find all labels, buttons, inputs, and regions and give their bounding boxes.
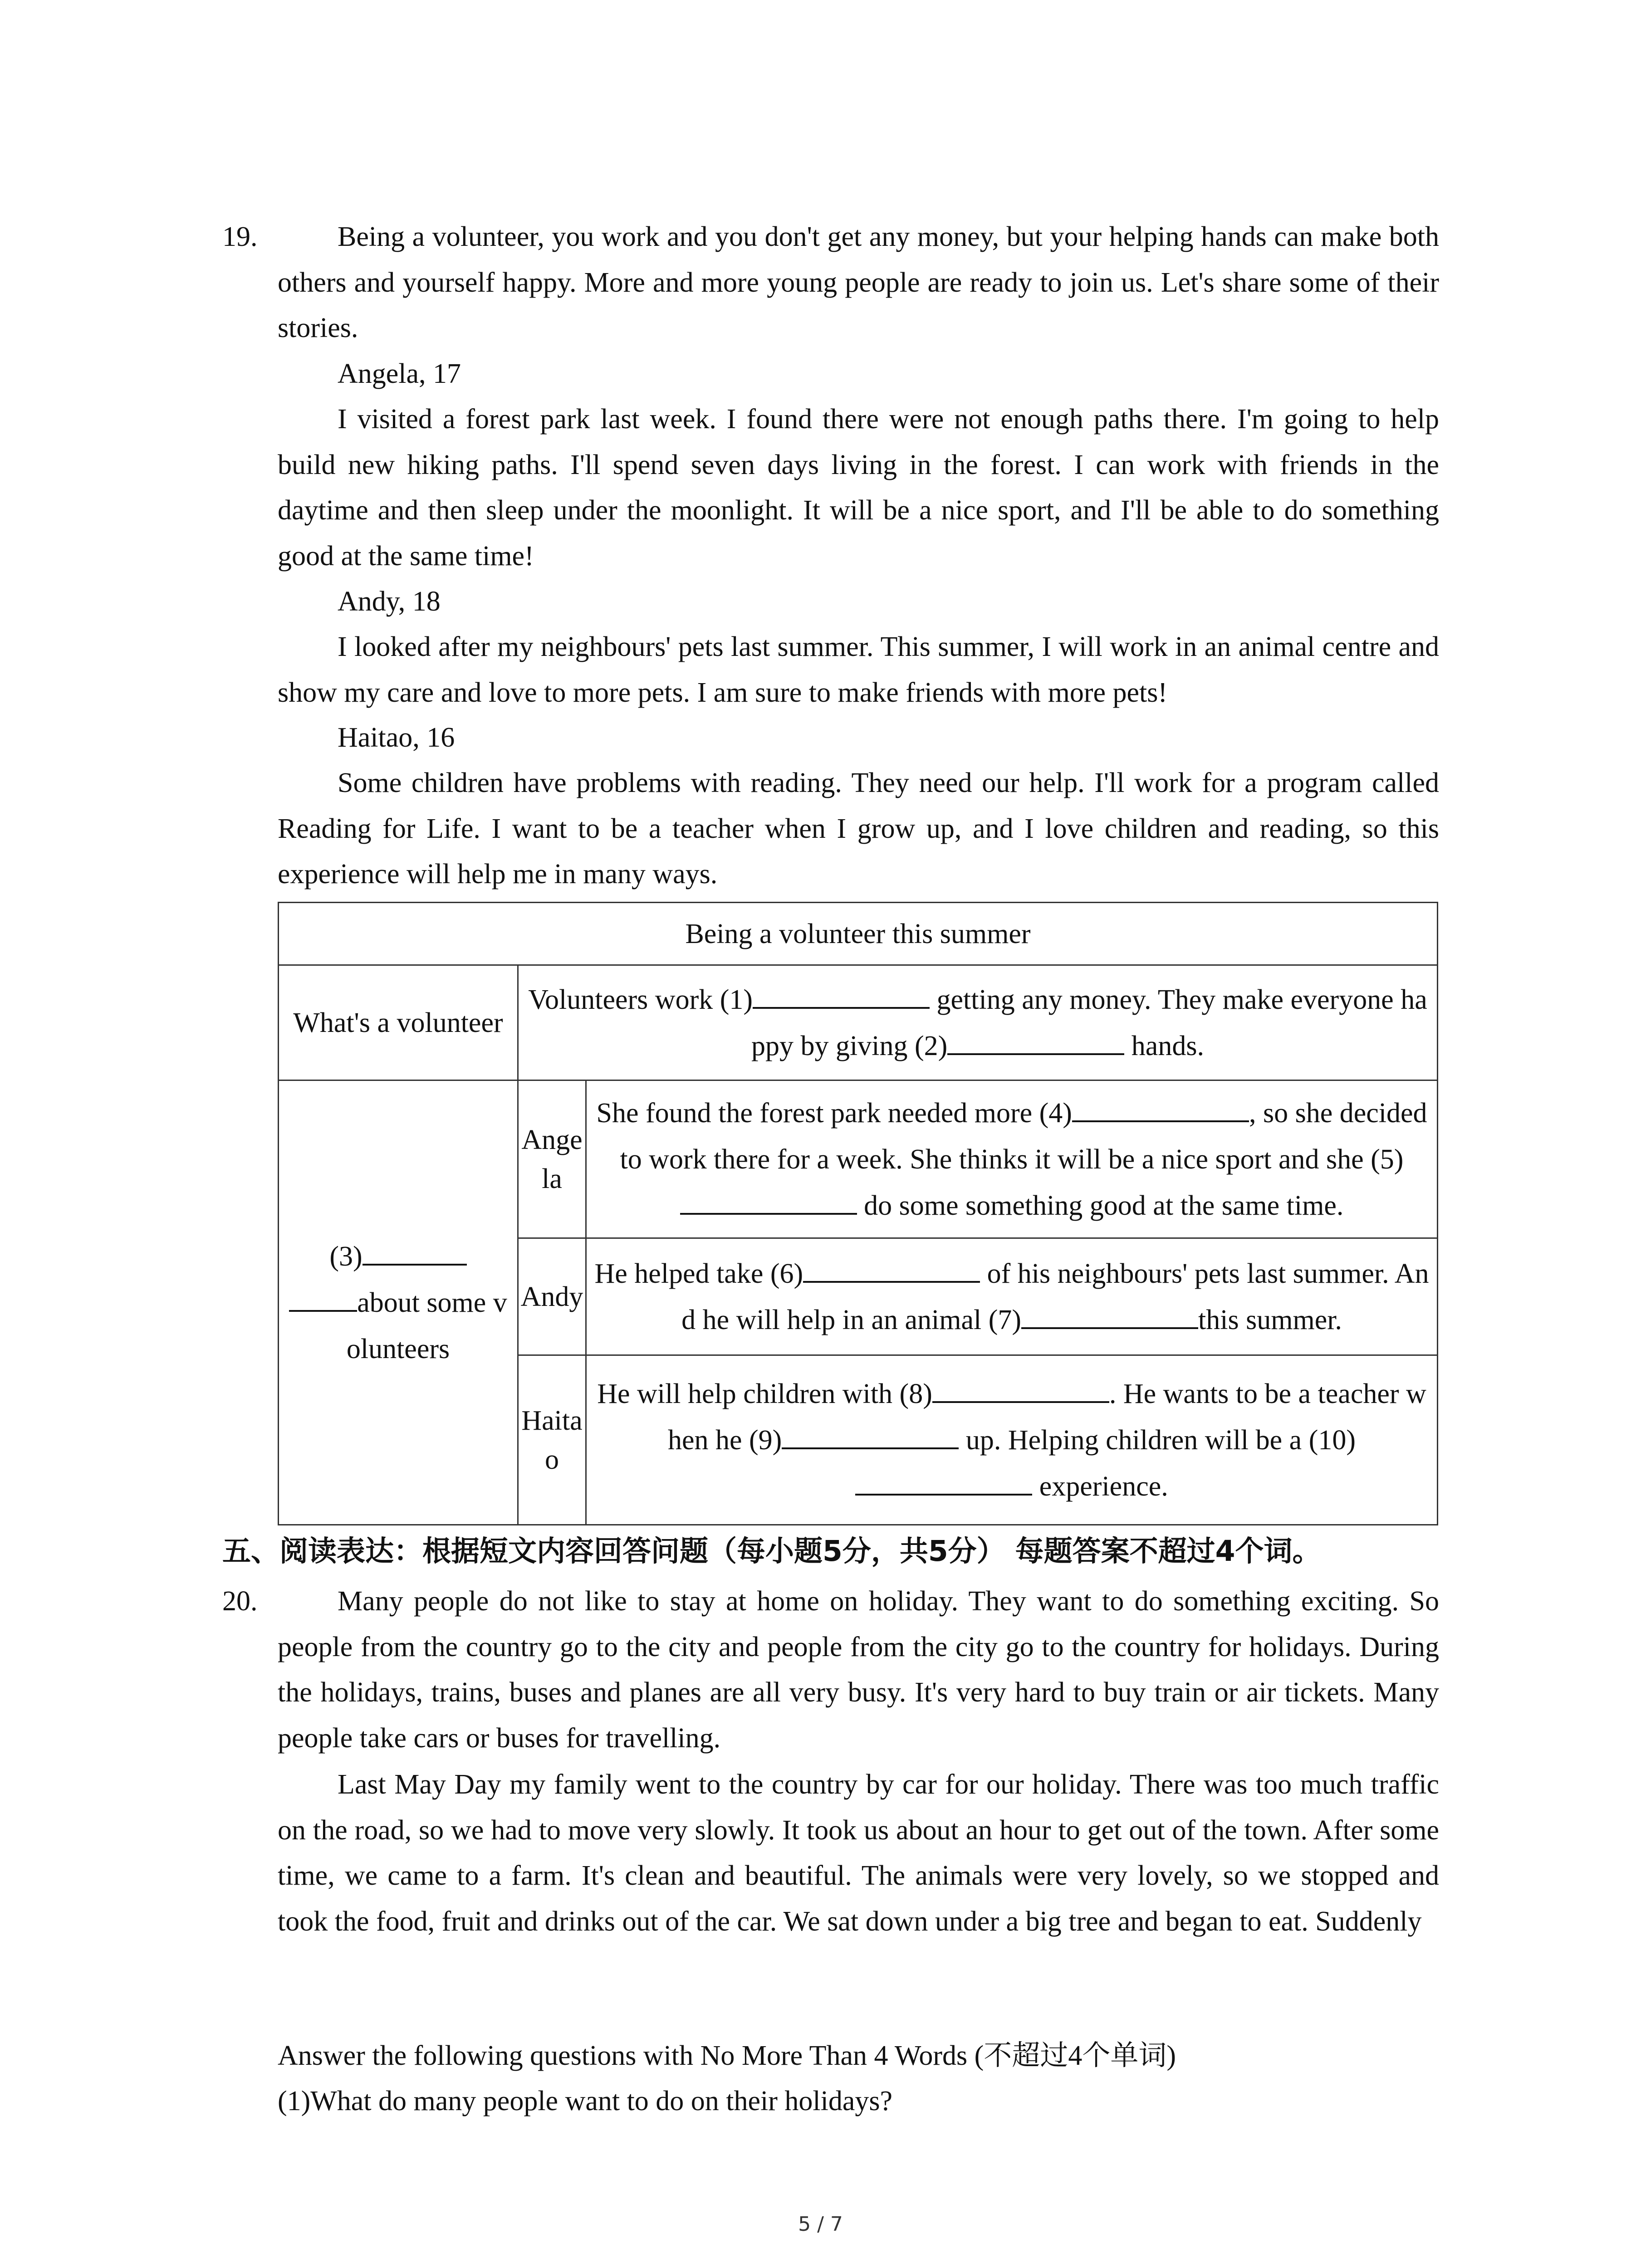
q20-paragraph-2-text: Last May Day my family went to the country by car for our holiday. There was too much traffic on the road, so we had to move very slowly. It took us about an hour to get out of the town. After some time, we came to a farm. It's clean and beautiful. The animals were very lovely, so we stopped and took the food, fruit and drinks out of the car. We sat down under a big tree and began to eat. Suddenly [278,1769,1439,1937]
q20-instruction: Answer the following questions with No More Than 4 Words (不超过4个单词) [278,2040,1176,2071]
table-row-definition [279,965,1438,1080]
answer-blank-2[interactable] [947,1025,1124,1055]
q19-intro-paragraph [278,214,1439,351]
answer-blank-10[interactable] [855,1466,1032,1496]
question-number-20: 20. [222,1586,258,1617]
angela-cell: She found the forest park needed more (4) , so she decided to work there for a week. She thinks it will be a nice sport and she (5) do some something good at the same time. [586,1080,1438,1238]
angela-text: I visited a forest park last week. I found there were not enough paths there. I'm going to help build new hiking paths. I'll spend seven days living in the forest. I can work with friends in the daytime and then sleep under the moonlight. It will be a nice sport, and I'll be able to do something good at the same time! [278,404,1439,572]
q20-paragraph-2 [278,1762,1439,1944]
answer-blank-3-continued[interactable] [289,1282,357,1312]
answer-blank-9[interactable] [782,1419,959,1449]
haitao-name: Haitao, 16 [338,722,455,753]
haitao-text: Some children have problems with reading. They need our help. I'll work for a program called Reading for Life. I want to be a teacher when I grow up, and I love children and reading, so this experience will help me in many ways. [278,767,1439,890]
page-number: 5 / 7 [798,2213,843,2236]
name-cell-haitao: Haitao [518,1355,586,1525]
answer-blank-7[interactable] [1021,1299,1198,1329]
haitao-cell: He will help children with (8) . He wants to be a teacher when he (9) up. Helping children will be a (10) experience. [586,1355,1438,1525]
angela-name-line [278,351,1439,397]
andy-name-line [278,579,1439,625]
answer-blank-4[interactable] [1072,1092,1249,1122]
haitao-paragraph [278,760,1439,897]
answer-blank-1[interactable] [753,979,930,1009]
andy-paragraph [278,624,1439,715]
definition-cell: Volunteers work (1) getting any money. They make everyone happy by giving (2) hands. [518,965,1438,1080]
haitao-name-line [278,715,1439,761]
angela-name: Angela, 17 [338,358,461,389]
row-head-about-volunteers: (3) about some volunteers [279,1080,518,1525]
andy-name: Andy, 18 [338,586,441,617]
q19-intro-text: Being a volunteer, you work and you don't get any money, but your helping hands can make both others and yourself happy. More and more young people are ready to join us. Let's share some of their stories. [278,221,1439,344]
table-row-angela [279,1080,1438,1238]
answer-blank-6[interactable] [803,1253,980,1283]
question-number-19: 19. [222,221,258,252]
q20-paragraph-1 [278,1579,1439,1761]
volunteer-summary-table [278,902,1438,1525]
table-title: Being a volunteer this summer [279,903,1438,965]
q20-question-1: (1)What do many people want to do on their holidays? [278,2086,893,2116]
answer-blank-5[interactable] [680,1185,857,1215]
q20-paragraph-1-text: Many people do not like to stay at home on holiday. They want to do something exciting. So people from the country go to the city and people from the city go to the country for holidays. During the holidays, trains, buses and planes are all very busy. It's very hard to buy train or air tickets. Many people take cars or buses for travelling. [278,1586,1439,1754]
name-cell-angela: Angela [518,1080,586,1238]
answer-blank-3[interactable] [362,1236,467,1266]
section-5-heading: 五、阅读表达：根据短文内容回答问题（每小题5分，共5分） 每题答案不超过4个词。 [222,1535,1321,1568]
andy-text: I looked after my neighbours' pets last summer. This summer, I will work in an animal centre and show my care and love to more pets. I am sure to make friends with more pets! [278,631,1439,708]
name-cell-andy: Andy [518,1238,586,1355]
row-head-whats-a-volunteer: What's a volunteer [279,965,518,1080]
answer-blank-8[interactable] [932,1373,1109,1403]
angela-paragraph [278,396,1439,579]
table-title-row [279,903,1438,965]
andy-cell: He helped take (6) of his neighbours' pets last summer. And he will help in an animal (7) this summer. [586,1238,1438,1355]
